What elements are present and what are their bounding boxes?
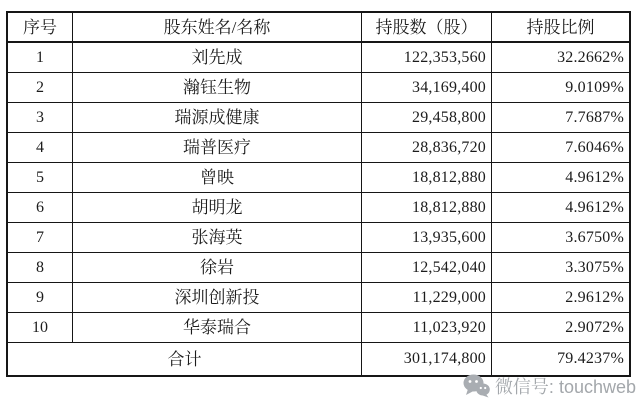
cell-no: 9 — [8, 283, 73, 313]
table-row — [8, 283, 629, 313]
cell-shares: 11,229,000 — [362, 283, 492, 313]
cell-name: 徐岩 — [73, 253, 362, 283]
cell-no: 4 — [8, 133, 73, 163]
cell-name: 华泰瑞合 — [73, 313, 362, 343]
header-ratio: 持股比例 — [492, 13, 629, 43]
header-no: 序号 — [8, 13, 73, 43]
cell-ratio: 7.7687% — [492, 103, 629, 133]
cell-no: 2 — [8, 73, 73, 103]
table-row — [8, 103, 629, 133]
table-row — [8, 43, 629, 73]
cell-name: 刘先成 — [73, 43, 362, 73]
table-total-row — [8, 343, 629, 375]
cell-shares: 18,812,880 — [362, 163, 492, 193]
total-shares: 301,174,800 — [362, 343, 492, 375]
table-body — [8, 43, 629, 343]
table-row — [8, 73, 629, 103]
cell-ratio: 7.6046% — [492, 133, 629, 163]
cell-ratio: 9.0109% — [492, 73, 629, 103]
cell-no: 8 — [8, 253, 73, 283]
cell-shares: 28,836,720 — [362, 133, 492, 163]
header-shares: 持股数（股） — [362, 13, 492, 43]
cell-no: 1 — [8, 43, 73, 73]
cell-shares: 29,458,800 — [362, 103, 492, 133]
table-row — [8, 163, 629, 193]
cell-shares: 11,023,920 — [362, 313, 492, 343]
total-label: 合计 — [8, 343, 362, 375]
watermark — [463, 373, 636, 399]
cell-name: 瑞源成健康 — [73, 103, 362, 133]
cell-shares: 13,935,600 — [362, 223, 492, 253]
shareholder-table — [6, 11, 631, 377]
table-header-row — [8, 13, 629, 43]
cell-shares: 12,542,040 — [362, 253, 492, 283]
cell-ratio: 2.9072% — [492, 313, 629, 343]
cell-no: 6 — [8, 193, 73, 223]
cell-shares: 122,353,560 — [362, 43, 492, 73]
cell-ratio: 3.6750% — [492, 223, 629, 253]
header-name: 股东姓名/名称 — [73, 13, 362, 43]
cell-shares: 18,812,880 — [362, 193, 492, 223]
cell-ratio: 32.2662% — [492, 43, 629, 73]
table-row — [8, 193, 629, 223]
cell-no: 7 — [8, 223, 73, 253]
cell-shares: 34,169,400 — [362, 73, 492, 103]
table-row — [8, 223, 629, 253]
cell-name: 瀚钰生物 — [73, 73, 362, 103]
table-row — [8, 253, 629, 283]
cell-no: 3 — [8, 103, 73, 133]
cell-ratio: 4.9612% — [492, 193, 629, 223]
cell-ratio: 4.9612% — [492, 163, 629, 193]
watermark-text: 微信号: touchweb — [494, 377, 636, 397]
cell-ratio: 3.3075% — [492, 253, 629, 283]
cell-ratio: 2.9612% — [492, 283, 629, 313]
table-row — [8, 133, 629, 163]
wechat-icon — [463, 374, 490, 398]
cell-name: 瑞普医疗 — [73, 133, 362, 163]
cell-no: 10 — [8, 313, 73, 343]
cell-name: 胡明龙 — [73, 193, 362, 223]
total-ratio: 79.4237% — [557, 350, 624, 367]
cell-name: 张海英 — [73, 223, 362, 253]
cell-no: 5 — [8, 163, 73, 193]
cell-name: 深圳创新投 — [73, 283, 362, 313]
table-row — [8, 313, 629, 343]
cell-name: 曾映 — [73, 163, 362, 193]
